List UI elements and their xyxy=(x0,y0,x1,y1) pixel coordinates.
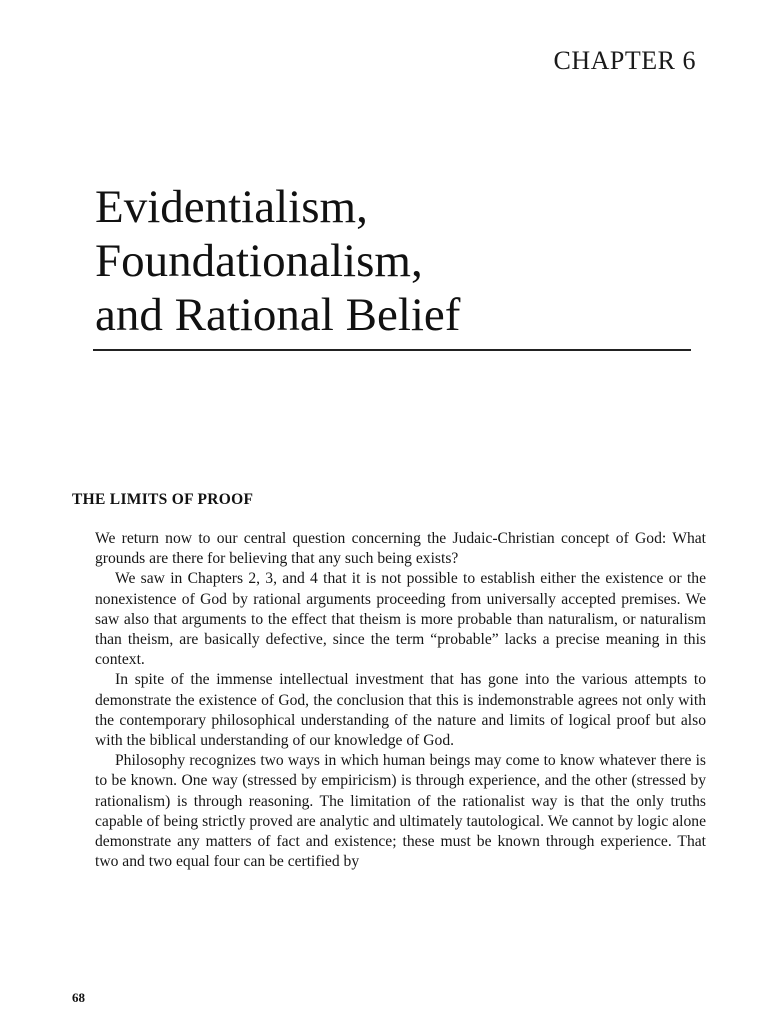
body-text xyxy=(95,529,706,872)
chapter-label: CHAPTER 6 xyxy=(553,46,696,75)
page-number: 68 xyxy=(72,990,85,1005)
section-heading: THE LIMITS OF PROOF xyxy=(72,491,254,508)
chapter-title-line: Foundationalism, xyxy=(95,235,423,287)
body-paragraph: We saw in Chapters 2, 3, and 4 that it is not possible to establish either the existence or the nonexistence of God by rational arguments proceeding from universally accepted premises. We saw also that arguments to the effect that theism is more probable than naturalism, or naturalism than theism, are basically defective, since the term “probable” lacks a precise meaning in this context. xyxy=(95,570,706,669)
chapter-title-line: and Rational Belief xyxy=(95,289,461,341)
body-paragraph: We return now to our central question concerning the Judaic-Christian concept of God: What grounds are there for believing that any such being exists? xyxy=(95,530,706,568)
body-paragraph: Philosophy recognizes two ways in which human beings may come to know whatever there is to be known. One way (stressed by empiricism) is through experience, and the other (stressed by rationalism) is through reasoning. The limitation of the rationalist way is that the only truths capable of being strictly proved are analytic and ultimately tautological. We cannot by logic alone demonstrate any matters of fact and existence; these must be known through experience. That two and two equal four can be certified by xyxy=(95,752,706,871)
chapter-title xyxy=(95,180,715,342)
title-rule-divider xyxy=(93,349,691,351)
chapter-title-line: Evidentialism, xyxy=(95,181,368,233)
body-paragraph: In spite of the immense intellectual investment that has gone into the various attempts to demonstrate the existence of God, the conclusion that this is indemonstrable agrees not only with the contemporary philosophical understanding of the nature and limits of logical proof but also with the biblical understanding of our knowledge of God. xyxy=(95,671,706,750)
